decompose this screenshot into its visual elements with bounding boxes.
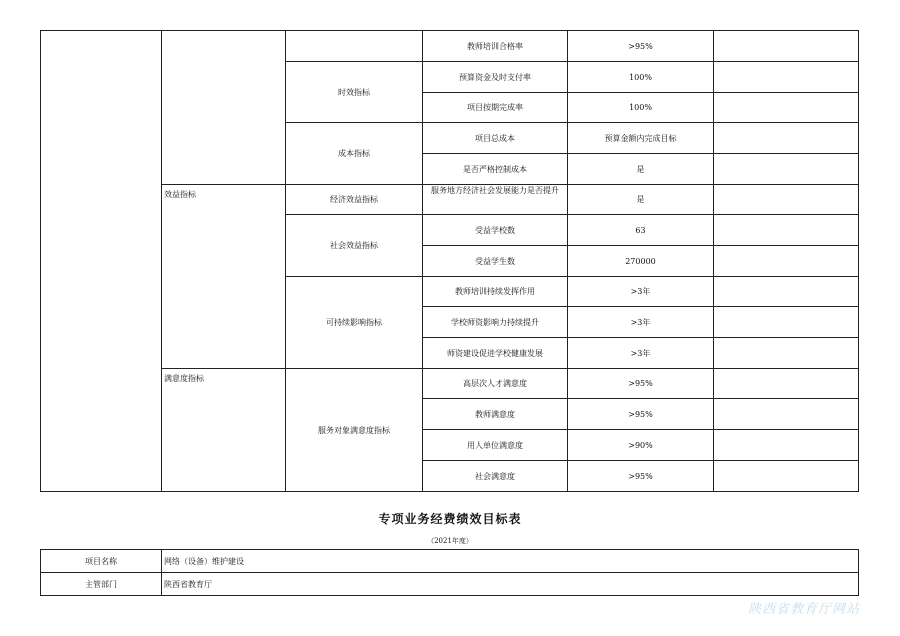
indicator-note [714, 307, 859, 338]
indicator-name: 服务地方经济社会发展能力是否提升 [423, 185, 568, 215]
indicator-note [714, 338, 859, 369]
indicator-note [714, 461, 859, 492]
indicator-name: 项目总成本 [423, 123, 568, 154]
indicator-name: 师资建设促进学校健康发展 [423, 338, 568, 369]
indicator-name: 受益学校数 [423, 215, 568, 246]
cell-blank-level2 [286, 31, 423, 62]
indicator-value: 是 [568, 154, 714, 185]
indicator-name: 项目按期完成率 [423, 93, 568, 123]
indicator-value: >95% [568, 461, 714, 492]
cell-blank-level0 [41, 31, 162, 492]
indicator-name: 教师满意度 [423, 399, 568, 430]
indicator-value: 100% [568, 62, 714, 93]
indicator-note [714, 430, 859, 461]
indicator-note [714, 185, 859, 215]
indicator-value: >95% [568, 369, 714, 399]
level2-timeliness: 时效指标 [286, 62, 423, 123]
form-year: （2021年度） [427, 537, 473, 545]
indicator-value: 100% [568, 93, 714, 123]
indicator-note [714, 277, 859, 307]
indicator-name: 受益学生数 [423, 246, 568, 277]
indicator-note [714, 123, 859, 154]
level2-economic: 经济效益指标 [286, 185, 423, 215]
dept-label: 主管部门 [41, 573, 162, 596]
form-title: 专项业务经费绩效目标表 [378, 512, 522, 526]
level1-benefit: 效益指标 [162, 185, 286, 369]
indicator-name: 学校师资影响力持续提升 [423, 307, 568, 338]
indicator-note [714, 215, 859, 246]
performance-indicator-table [40, 30, 859, 492]
indicator-name: 高层次人才满意度 [423, 369, 568, 399]
indicator-note [714, 62, 859, 93]
indicator-value: 63 [568, 215, 714, 246]
indicator-value: 是 [568, 185, 714, 215]
indicator-value: >3年 [568, 277, 714, 307]
level1-satisfaction: 满意度指标 [162, 369, 286, 492]
level2-service-satisfaction: 服务对象满意度指标 [286, 369, 423, 492]
indicator-name: 预算资金及时支付率 [423, 62, 568, 93]
indicator-note [714, 369, 859, 399]
indicator-value: >3年 [568, 338, 714, 369]
indicator-value: 270000 [568, 246, 714, 277]
cell-blank-level1 [162, 31, 286, 185]
level2-social: 社会效益指标 [286, 215, 423, 277]
project-name-value: 网络（设备）维护建设 [162, 550, 859, 573]
indicator-note [714, 399, 859, 430]
level2-cost: 成本指标 [286, 123, 423, 185]
indicator-note [714, 31, 859, 62]
indicator-name: 是否严格控制成本 [423, 154, 568, 185]
indicator-note [714, 246, 859, 277]
indicator-note [714, 93, 859, 123]
watermark: 陕西省教育厅网站 [748, 602, 861, 617]
indicator-value: >95% [568, 399, 714, 430]
level2-sustainable: 可持续影响指标 [286, 277, 423, 369]
indicator-value: >95% [568, 31, 714, 62]
indicator-name: 用人单位满意度 [423, 430, 568, 461]
indicator-value: 预算金额内完成目标 [568, 123, 714, 154]
indicator-note [714, 154, 859, 185]
indicator-name: 教师培训合格率 [423, 31, 568, 62]
project-name-label: 项目名称 [41, 550, 162, 573]
indicator-value: >3年 [568, 307, 714, 338]
indicator-name: 教师培训持续发挥作用 [423, 277, 568, 307]
project-info-table [40, 549, 859, 596]
indicator-value: >90% [568, 430, 714, 461]
dept-value: 陕西省教育厅 [162, 573, 859, 596]
indicator-name: 社会满意度 [423, 461, 568, 492]
